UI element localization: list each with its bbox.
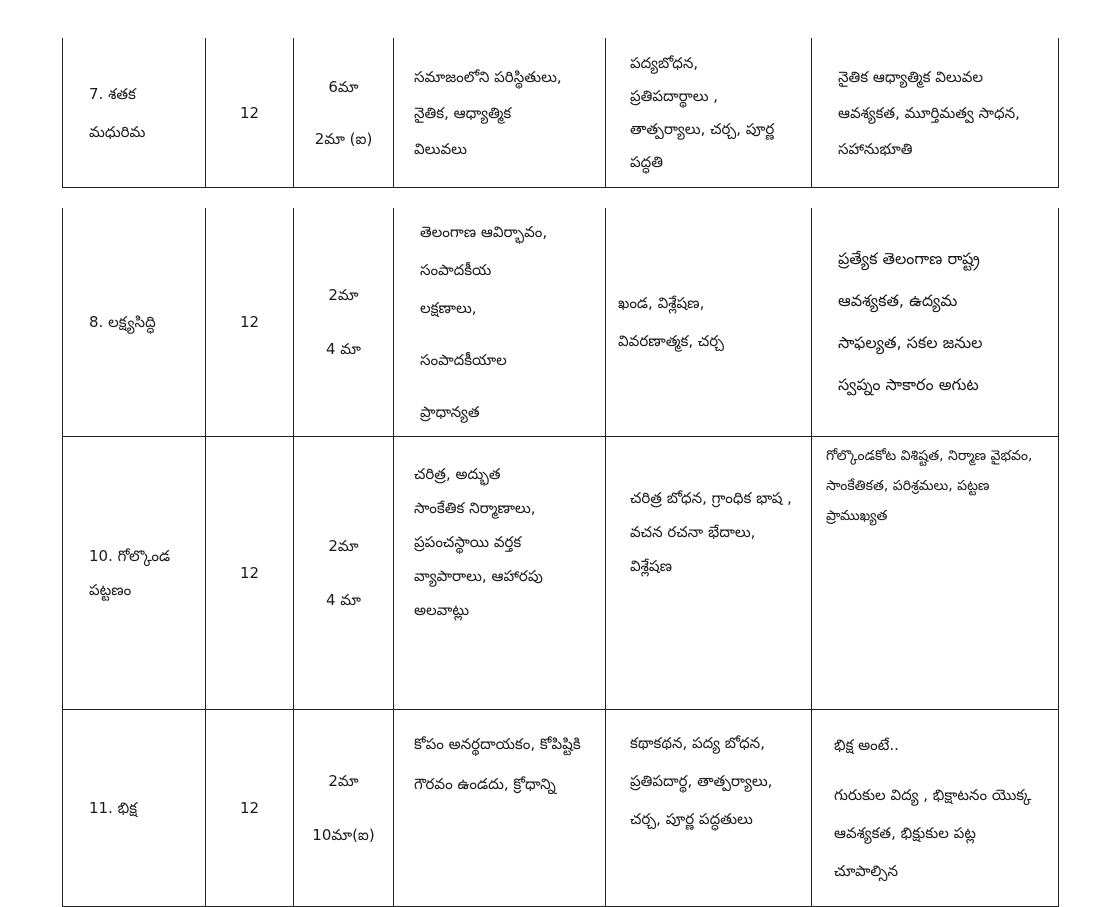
themes-line: సంపాదకీయాల [420, 351, 507, 369]
methods-line: విశ్లేషణ [630, 557, 673, 575]
themes-cell [394, 38, 606, 188]
themes-line: గౌరవం ఉండదు, క్రోధాన్ని [414, 775, 556, 793]
lesson-name-line: 11. భిక్ష [89, 799, 138, 817]
periods-cell [206, 208, 294, 437]
values-line: ప్రాముఖ్యత [826, 508, 888, 524]
values-line: ఆవశ్యకత, మూర్తిమత్వ సాధన, [838, 103, 1020, 122]
themes-line: ప్రపంచస్థాయి వర్తక [414, 533, 522, 551]
methods-line: ప్రతిపదార్థ, తాత్పర్యాలు, [630, 772, 773, 790]
periods-cell [206, 437, 294, 710]
methods-line: ప్రతిపదార్థాలు , [630, 86, 719, 105]
lesson-name-line: 8. లక్ష్యసిద్ధి [89, 313, 156, 331]
themes-line: ప్రాధాన్యత [420, 403, 480, 421]
methods-line: చర్చ, పూర్ణ పద్ధతులు [630, 810, 753, 828]
lesson-name-cell [63, 437, 206, 710]
themes-line: విలువలు [414, 139, 467, 158]
values-line: స్వప్నం సాకారం అగుట [838, 375, 979, 394]
marks-cell [294, 710, 394, 907]
values-line: ప్రత్యేక తెలంగాణ రాష్ట్ర [838, 249, 980, 268]
periods-value: 12 [239, 799, 260, 817]
themes-line: నైతిక, ఆధ్యాత్మిక [414, 103, 512, 122]
themes-cell [394, 710, 606, 907]
values-cell [812, 437, 1059, 710]
values-line: సాఫల్యత, సకల జనుల [838, 333, 983, 352]
table-row [63, 710, 1059, 907]
methods-line: పద్యబోధన, [630, 53, 699, 72]
themes-line: సంపాదకీయ [420, 261, 492, 279]
marks-cell [294, 38, 394, 188]
periods-cell [206, 710, 294, 907]
themes-line: లక్షణాలు, [420, 299, 477, 317]
methods-line: వివరణాత్మక, చర్చ [618, 332, 724, 350]
values-line: సాంకేతికత, పరిశ్రమలు, పట్టణ [826, 478, 990, 494]
marks-cell [294, 437, 394, 710]
marks-line: 4 మా [326, 591, 361, 609]
periods-value: 12 [239, 564, 260, 582]
methods-cell [606, 710, 812, 907]
marks-line: 10మా(ఐ) [312, 826, 375, 844]
methods-line: చరిత్ర బోధన, గ్రాంధిక భాష , [630, 489, 792, 507]
lesson-table-main [62, 208, 1059, 907]
values-line: నైతిక ఆధ్యాత్మిక విలువల [838, 67, 984, 86]
table-row [63, 38, 1059, 188]
periods-value: 12 [239, 103, 260, 122]
periods-cell [206, 38, 294, 188]
themes-line: కోపం అనర్థదాయకం, కోపిష్టికి [414, 735, 581, 753]
values-cell [812, 208, 1059, 437]
marks-line: 2మా (ఐ) [314, 129, 373, 148]
marks-line: 2మా [328, 772, 359, 790]
lesson-name-cell [63, 710, 206, 907]
values-cell [812, 38, 1059, 188]
lesson-name-line: పట్టణం [89, 581, 132, 599]
marks-line: 4 మా [326, 340, 361, 358]
themes-cell [394, 208, 606, 437]
methods-cell [606, 208, 812, 437]
table-row [63, 208, 1059, 437]
lesson-name-line: 10. గోల్కొండ [89, 547, 171, 565]
methods-cell [606, 38, 812, 188]
values-line: గోల్కొండకోట విశిష్టత, నిర్మాణ వైభవం, [826, 448, 1033, 464]
themes-line: సాంకేతిక నిర్మాణాలు, [414, 499, 536, 517]
marks-line: 6మా [328, 77, 359, 96]
lesson-name-line: 7. శతక [89, 84, 136, 103]
methods-line: తాత్పర్యాలు, చర్చ, పూర్ణ [630, 119, 775, 138]
lesson-table-top [62, 38, 1059, 188]
methods-line: కథాకథన, పద్య బోధన, [630, 734, 765, 752]
lesson-name-cell [63, 208, 206, 437]
marks-line: 2మా [328, 537, 359, 555]
themes-line: అలవాట్లు [414, 601, 470, 619]
marks-line: 2మా [328, 286, 359, 304]
values-line: గురుకుల విద్య , భిక్షాటనం యొక్క [834, 786, 1032, 804]
periods-value: 12 [239, 313, 260, 331]
themes-cell [394, 437, 606, 710]
lesson-name-cell [63, 38, 206, 188]
values-line: చూపాల్సిన [834, 862, 899, 880]
lesson-name-line: మధురిమ [89, 122, 146, 141]
values-line: సహానుభూతి [838, 139, 913, 158]
themes-line: సమాజంలోని పరిస్థితులు, [414, 67, 562, 86]
methods-line: పద్ధతి [630, 152, 663, 171]
values-line: భిక్ష అంటే.. [834, 736, 899, 754]
themes-line: తెలంగాణ ఆవిర్భావం, [420, 223, 548, 241]
methods-cell [606, 437, 812, 710]
values-line: ఆవశ్యకత, భిక్షుకుల పట్ల [834, 824, 976, 842]
methods-line: ఖండ, విశ్లేషణ, [618, 294, 705, 312]
values-cell [812, 710, 1059, 907]
table-row [63, 437, 1059, 710]
values-line: ఆవశ్యకత, ఉద్యమ [838, 291, 958, 310]
marks-cell [294, 208, 394, 437]
themes-line: వ్యాపారాలు, ఆహారపు [414, 567, 543, 585]
themes-line: చరిత్ర, అద్భుత [414, 465, 501, 483]
methods-line: వచన రచనా భేదాలు, [630, 523, 756, 541]
